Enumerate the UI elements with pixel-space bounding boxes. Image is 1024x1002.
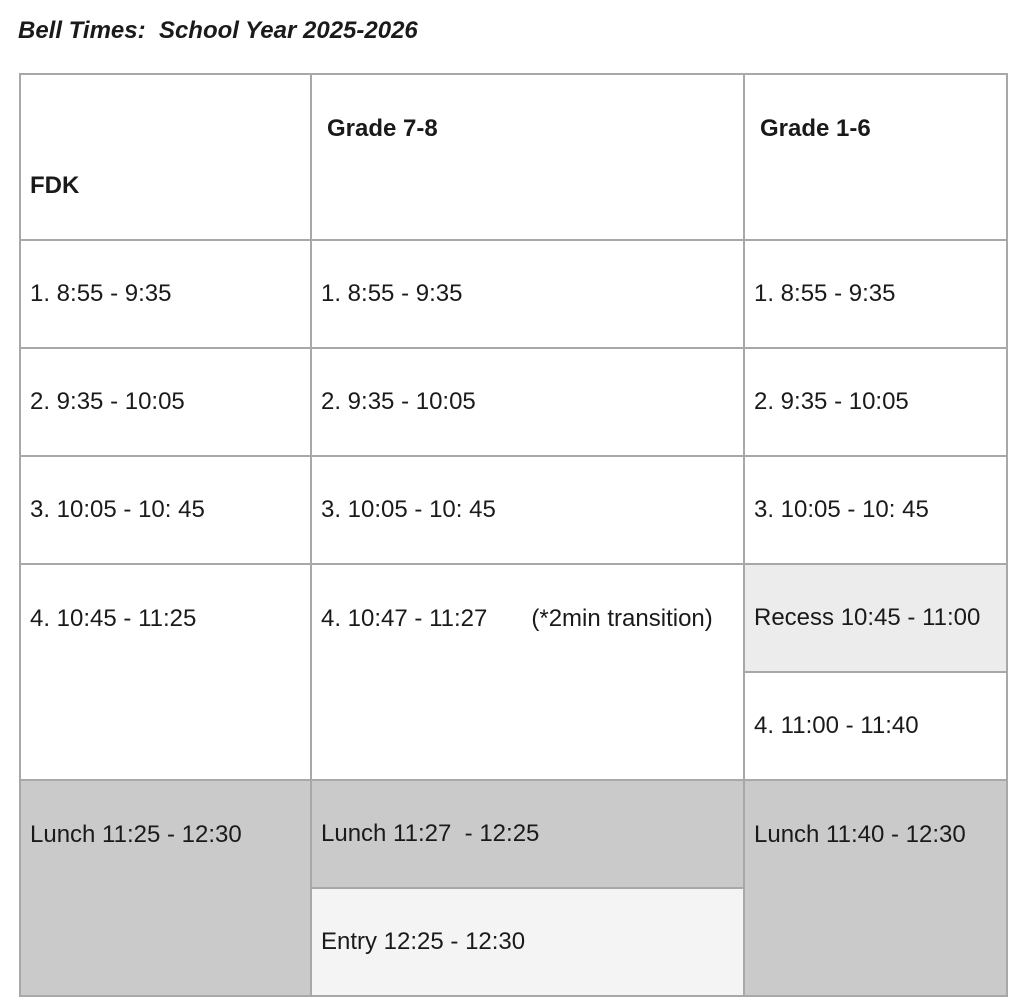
period-2-grade-7-8: 2. 9:35 - 10:05	[311, 348, 744, 456]
period-1-grade-7-8: 1. 8:55 - 9:35	[311, 240, 744, 348]
period-2-fdk: 2. 9:35 - 10:05	[20, 348, 311, 456]
period-4-grade-7-8-cell	[311, 564, 744, 780]
lunch-grade-1-6: Lunch 11:40 - 12:30	[744, 780, 1007, 996]
page-title: Bell Times: School Year 2025-2026	[18, 17, 418, 44]
period-3-grade-1-6: 3. 10:05 - 10: 45	[744, 456, 1007, 564]
lunch-grade-7-8: Lunch 11:27 - 12:25	[311, 780, 744, 888]
header-row	[20, 74, 1007, 240]
header-fdk: FDK	[20, 74, 311, 240]
transition-note: (*2min transition)	[531, 605, 713, 632]
table-row	[20, 564, 1007, 672]
table-row	[20, 240, 1007, 348]
period-2-grade-1-6: 2. 9:35 - 10:05	[744, 348, 1007, 456]
header-grade-1-6: Grade 1-6	[744, 74, 1007, 240]
recess-grade-1-6: Recess 10:45 - 11:00	[744, 564, 1007, 672]
period-3-fdk: 3. 10:05 - 10: 45	[20, 456, 311, 564]
entry-grade-7-8: Entry 12:25 - 12:30	[311, 888, 744, 996]
bell-times-table	[19, 73, 1008, 997]
period-1-fdk: 1. 8:55 - 9:35	[20, 240, 311, 348]
period-4-grade-1-6: 4. 11:00 - 11:40	[744, 672, 1007, 780]
table-row	[20, 348, 1007, 456]
period-4-grade-7-8: 4. 10:47 - 11:27	[321, 605, 488, 632]
period-4-fdk: 4. 10:45 - 11:25	[20, 564, 311, 780]
period-3-grade-7-8: 3. 10:05 - 10: 45	[311, 456, 744, 564]
period-1-grade-1-6: 1. 8:55 - 9:35	[744, 240, 1007, 348]
lunch-fdk: Lunch 11:25 - 12:30	[20, 780, 311, 996]
table-row	[20, 780, 1007, 888]
header-grade-7-8: Grade 7-8	[311, 74, 744, 240]
table-row	[20, 456, 1007, 564]
